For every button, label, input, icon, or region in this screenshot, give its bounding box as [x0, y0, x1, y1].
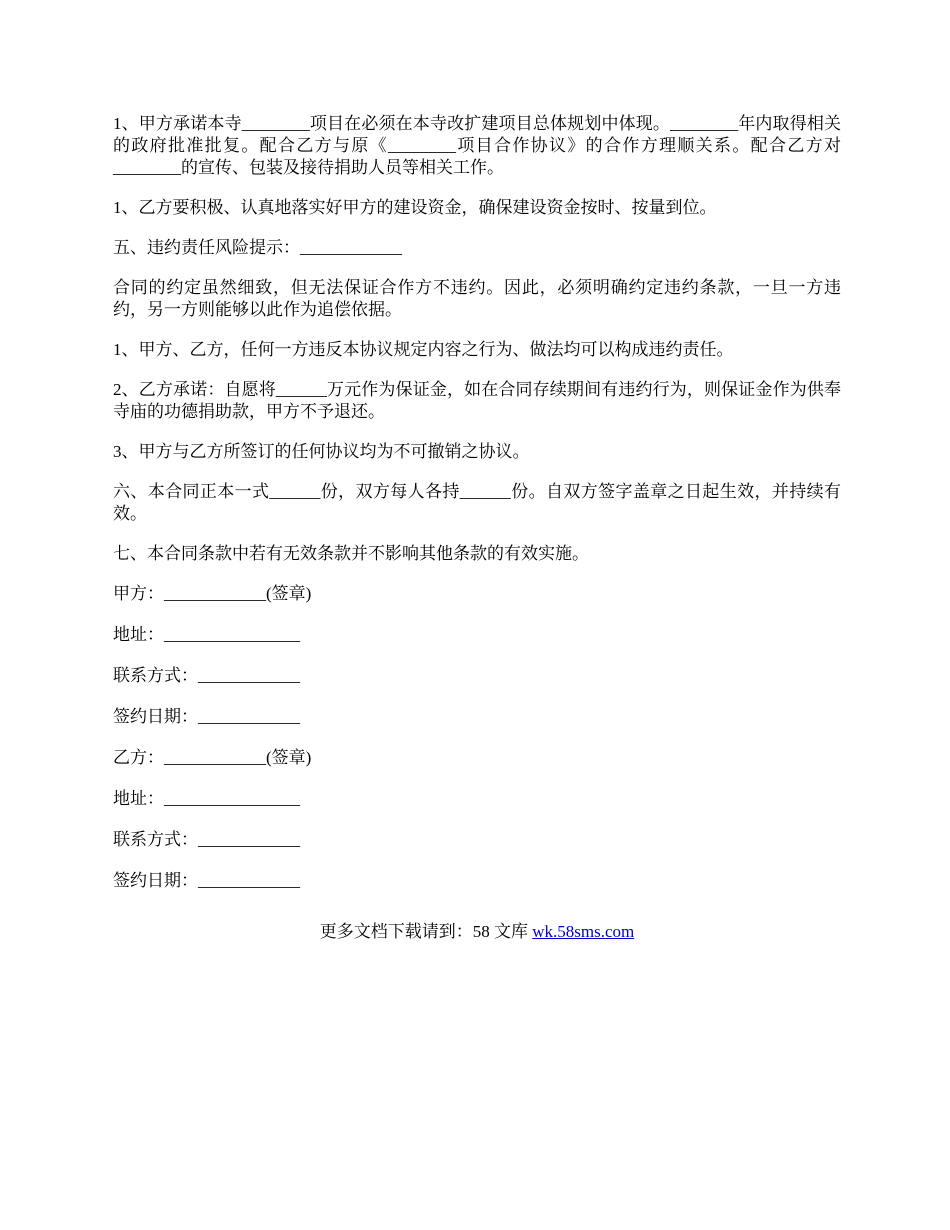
breach-clause-3: 3、甲方与乙方所签订的任何协议均为不可撤销之协议。 — [113, 442, 530, 461]
party-a-date-line: 签约日期：____________ — [113, 707, 300, 726]
breach-clause-2: 2、乙方承诺：自愿将______万元作为保证金，如在合同存续期间有违约行为，则保证金作为供奉寺庙的功德捐助款，甲方不予退还。 — [113, 380, 841, 421]
clause-party-a-commitment: 1、甲方承诺本寺________项目在必须在本寺改扩建项目总体规划中体现。________年内取得相关的政府批准批复。配合乙方与原《________项目合作协议》的合作方理顺关系。配合乙方对________的宣传、包装及接待捐助人员等相关工作。 — [113, 114, 841, 177]
clause-party-b-funding: 1、乙方要积极、认真地落实好甲方的建设资金，确保建设资金按时、按量到位。 — [113, 198, 717, 217]
party-b-address-line: 地址：________________ — [113, 789, 300, 808]
section-severability: 七、本合同条款中若有无效条款并不影响其他条款的有效实施。 — [113, 544, 589, 563]
download-footer — [113, 921, 841, 943]
section-heading-breach-risk: 五、违约责任风险提示：____________ — [113, 238, 402, 257]
footer-text: 更多文档下载请到：58 文库 — [319, 922, 533, 941]
document-page — [113, 113, 841, 911]
party-a-address-line: 地址：________________ — [113, 625, 300, 644]
section-copies: 六、本合同正本一式______份，双方每人各持______份。自双方签字盖章之日起生效，并持续有效。 — [113, 482, 841, 523]
party-a-contact-line: 联系方式：____________ — [113, 666, 300, 685]
breach-explanation: 合同的约定虽然细致，但无法保证合作方不违约。因此，必须明确约定违约条款，一旦一方违约，另一方则能够以此作为追偿依据。 — [113, 278, 841, 319]
footer-link[interactable]: wk.58sms.com — [532, 922, 635, 941]
breach-clause-1: 1、甲方、乙方，任何一方违反本协议规定内容之行为、做法均可以构成违约责任。 — [113, 340, 734, 359]
party-b-date-line: 签约日期：____________ — [113, 871, 300, 890]
party-b-contact-line: 联系方式：____________ — [113, 830, 300, 849]
party-b-signature-block — [113, 747, 841, 892]
party-a-signature-block — [113, 583, 841, 728]
party-b-name-line: 乙方：____________(签章) — [113, 748, 312, 767]
party-a-name-line: 甲方：____________(签章) — [113, 584, 312, 603]
